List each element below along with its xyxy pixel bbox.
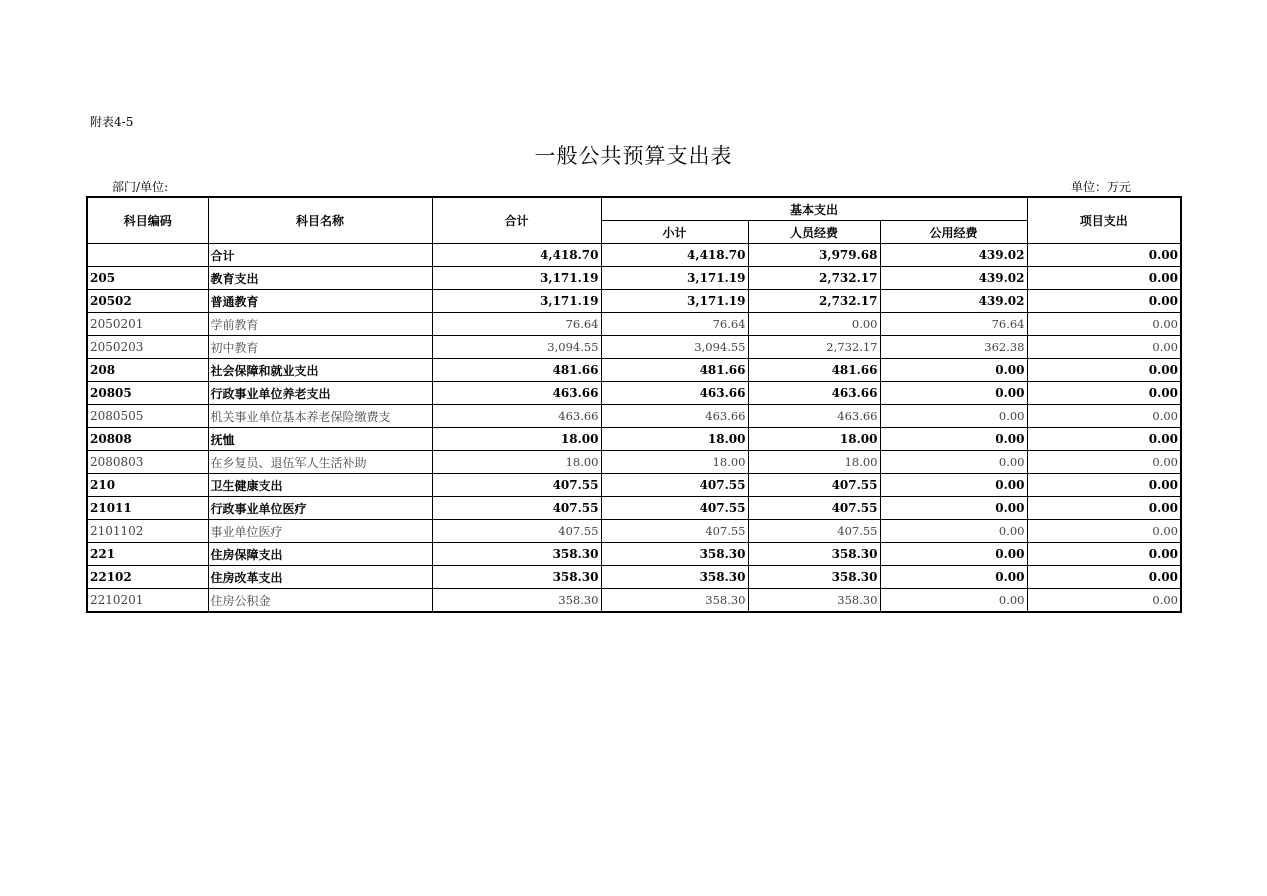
cell-code <box>87 244 208 267</box>
cell-code: 205 <box>87 267 208 290</box>
cell-code: 221 <box>87 543 208 566</box>
table-row <box>87 474 1181 497</box>
cell-total: 463.66 <box>432 382 601 405</box>
table-row <box>87 244 1181 267</box>
cell-name: 学前教育 <box>208 313 432 336</box>
cell-total: 76.64 <box>432 313 601 336</box>
cell-total: 407.55 <box>432 474 601 497</box>
cell-total: 481.66 <box>432 359 601 382</box>
col-header-basic: 基本支出 <box>601 197 1027 221</box>
budget-table-body <box>87 244 1181 613</box>
cell-total: 358.30 <box>432 566 601 589</box>
cell-name: 普通教育 <box>208 290 432 313</box>
table-row <box>87 428 1181 451</box>
cell-subtotal: 76.64 <box>601 313 748 336</box>
cell-name: 卫生健康支出 <box>208 474 432 497</box>
cell-subtotal: 358.30 <box>601 589 748 613</box>
cell-public: 439.02 <box>880 267 1027 290</box>
cell-name: 教育支出 <box>208 267 432 290</box>
table-row <box>87 382 1181 405</box>
cell-public: 0.00 <box>880 451 1027 474</box>
cell-name: 住房公积金 <box>208 589 432 613</box>
cell-total: 18.00 <box>432 428 601 451</box>
cell-project: 0.00 <box>1027 474 1181 497</box>
cell-personnel: 463.66 <box>748 405 880 428</box>
cell-personnel: 2,732.17 <box>748 336 880 359</box>
cell-subtotal: 481.66 <box>601 359 748 382</box>
cell-personnel: 407.55 <box>748 474 880 497</box>
cell-subtotal: 18.00 <box>601 451 748 474</box>
cell-code: 20502 <box>87 290 208 313</box>
cell-personnel: 0.00 <box>748 313 880 336</box>
cell-subtotal: 407.55 <box>601 474 748 497</box>
cell-project: 0.00 <box>1027 566 1181 589</box>
cell-subtotal: 463.66 <box>601 405 748 428</box>
cell-personnel: 2,732.17 <box>748 267 880 290</box>
cell-project: 0.00 <box>1027 520 1181 543</box>
cell-personnel: 463.66 <box>748 382 880 405</box>
cell-public: 0.00 <box>880 428 1027 451</box>
col-header-subtotal: 小计 <box>601 221 748 244</box>
page-title: 一般公共预算支出表 <box>534 144 733 168</box>
table-row <box>87 497 1181 520</box>
cell-project: 0.00 <box>1027 336 1181 359</box>
cell-total: 3,094.55 <box>432 336 601 359</box>
table-row <box>87 589 1181 613</box>
cell-public: 0.00 <box>880 543 1027 566</box>
cell-code: 2080803 <box>87 451 208 474</box>
table-row <box>87 290 1181 313</box>
cell-public: 362.38 <box>880 336 1027 359</box>
table-row <box>87 566 1181 589</box>
table-row <box>87 336 1181 359</box>
table-row <box>87 451 1181 474</box>
cell-code: 2101102 <box>87 520 208 543</box>
cell-total: 407.55 <box>432 497 601 520</box>
cell-total: 4,418.70 <box>432 244 601 267</box>
cell-project: 0.00 <box>1027 589 1181 613</box>
cell-subtotal: 407.55 <box>601 497 748 520</box>
cell-public: 0.00 <box>880 405 1027 428</box>
cell-public: 439.02 <box>880 244 1027 267</box>
cell-public: 439.02 <box>880 290 1027 313</box>
cell-total: 3,171.19 <box>432 267 601 290</box>
cell-project: 0.00 <box>1027 290 1181 313</box>
table-row <box>87 405 1181 428</box>
cell-personnel: 407.55 <box>748 497 880 520</box>
cell-personnel: 18.00 <box>748 451 880 474</box>
cell-project: 0.00 <box>1027 382 1181 405</box>
cell-project: 0.00 <box>1027 244 1181 267</box>
col-header-public: 公用经费 <box>880 221 1027 244</box>
cell-public: 0.00 <box>880 382 1027 405</box>
cell-public: 76.64 <box>880 313 1027 336</box>
cell-name: 事业单位医疗 <box>208 520 432 543</box>
cell-code: 2050201 <box>87 313 208 336</box>
cell-name: 抚恤 <box>208 428 432 451</box>
cell-subtotal: 407.55 <box>601 520 748 543</box>
cell-personnel: 358.30 <box>748 543 880 566</box>
cell-total: 358.30 <box>432 543 601 566</box>
cell-project: 0.00 <box>1027 543 1181 566</box>
cell-total: 358.30 <box>432 589 601 613</box>
col-header-name: 科目名称 <box>208 197 432 244</box>
cell-name: 在乡复员、退伍军人生活补助 <box>208 451 432 474</box>
cell-public: 0.00 <box>880 359 1027 382</box>
cell-subtotal: 4,418.70 <box>601 244 748 267</box>
table-row <box>87 543 1181 566</box>
cell-code: 20805 <box>87 382 208 405</box>
cell-personnel: 481.66 <box>748 359 880 382</box>
cell-subtotal: 3,094.55 <box>601 336 748 359</box>
cell-code: 21011 <box>87 497 208 520</box>
annex-label: 附表4-5 <box>90 115 134 129</box>
table-row <box>87 267 1181 290</box>
unit-label: 单位：万元 <box>1071 180 1132 194</box>
cell-code: 2210201 <box>87 589 208 613</box>
col-header-personnel: 人员经费 <box>748 221 880 244</box>
cell-subtotal: 358.30 <box>601 543 748 566</box>
cell-name: 住房保障支出 <box>208 543 432 566</box>
cell-name: 初中教育 <box>208 336 432 359</box>
cell-subtotal: 358.30 <box>601 566 748 589</box>
cell-public: 0.00 <box>880 566 1027 589</box>
cell-code: 208 <box>87 359 208 382</box>
cell-public: 0.00 <box>880 497 1027 520</box>
cell-personnel: 358.30 <box>748 566 880 589</box>
cell-name: 社会保障和就业支出 <box>208 359 432 382</box>
cell-project: 0.00 <box>1027 313 1181 336</box>
cell-public: 0.00 <box>880 589 1027 613</box>
cell-name: 机关事业单位基本养老保险缴费支 <box>208 405 432 428</box>
cell-project: 0.00 <box>1027 267 1181 290</box>
col-header-project: 项目支出 <box>1027 197 1181 244</box>
cell-code: 210 <box>87 474 208 497</box>
table-row <box>87 520 1181 543</box>
cell-project: 0.00 <box>1027 428 1181 451</box>
table-row <box>87 359 1181 382</box>
cell-project: 0.00 <box>1027 451 1181 474</box>
cell-total: 3,171.19 <box>432 290 601 313</box>
cell-project: 0.00 <box>1027 497 1181 520</box>
cell-total: 18.00 <box>432 451 601 474</box>
cell-subtotal: 463.66 <box>601 382 748 405</box>
cell-name: 行政事业单位养老支出 <box>208 382 432 405</box>
cell-personnel: 358.30 <box>748 589 880 613</box>
cell-public: 0.00 <box>880 474 1027 497</box>
cell-personnel: 407.55 <box>748 520 880 543</box>
cell-project: 0.00 <box>1027 405 1181 428</box>
cell-code: 2080505 <box>87 405 208 428</box>
cell-code: 22102 <box>87 566 208 589</box>
cell-personnel: 18.00 <box>748 428 880 451</box>
cell-public: 0.00 <box>880 520 1027 543</box>
cell-name: 合计 <box>208 244 432 267</box>
cell-name: 住房改革支出 <box>208 566 432 589</box>
cell-total: 463.66 <box>432 405 601 428</box>
cell-code: 20808 <box>87 428 208 451</box>
cell-personnel: 2,732.17 <box>748 290 880 313</box>
cell-total: 407.55 <box>432 520 601 543</box>
cell-subtotal: 3,171.19 <box>601 290 748 313</box>
col-header-code: 科目编码 <box>87 197 208 244</box>
cell-subtotal: 18.00 <box>601 428 748 451</box>
budget-table <box>86 196 1182 613</box>
cell-code: 2050203 <box>87 336 208 359</box>
cell-project: 0.00 <box>1027 359 1181 382</box>
table-row <box>87 313 1181 336</box>
department-label: 部门/单位: <box>112 180 169 194</box>
cell-personnel: 3,979.68 <box>748 244 880 267</box>
cell-name: 行政事业单位医疗 <box>208 497 432 520</box>
col-header-total: 合计 <box>432 197 601 244</box>
cell-subtotal: 3,171.19 <box>601 267 748 290</box>
